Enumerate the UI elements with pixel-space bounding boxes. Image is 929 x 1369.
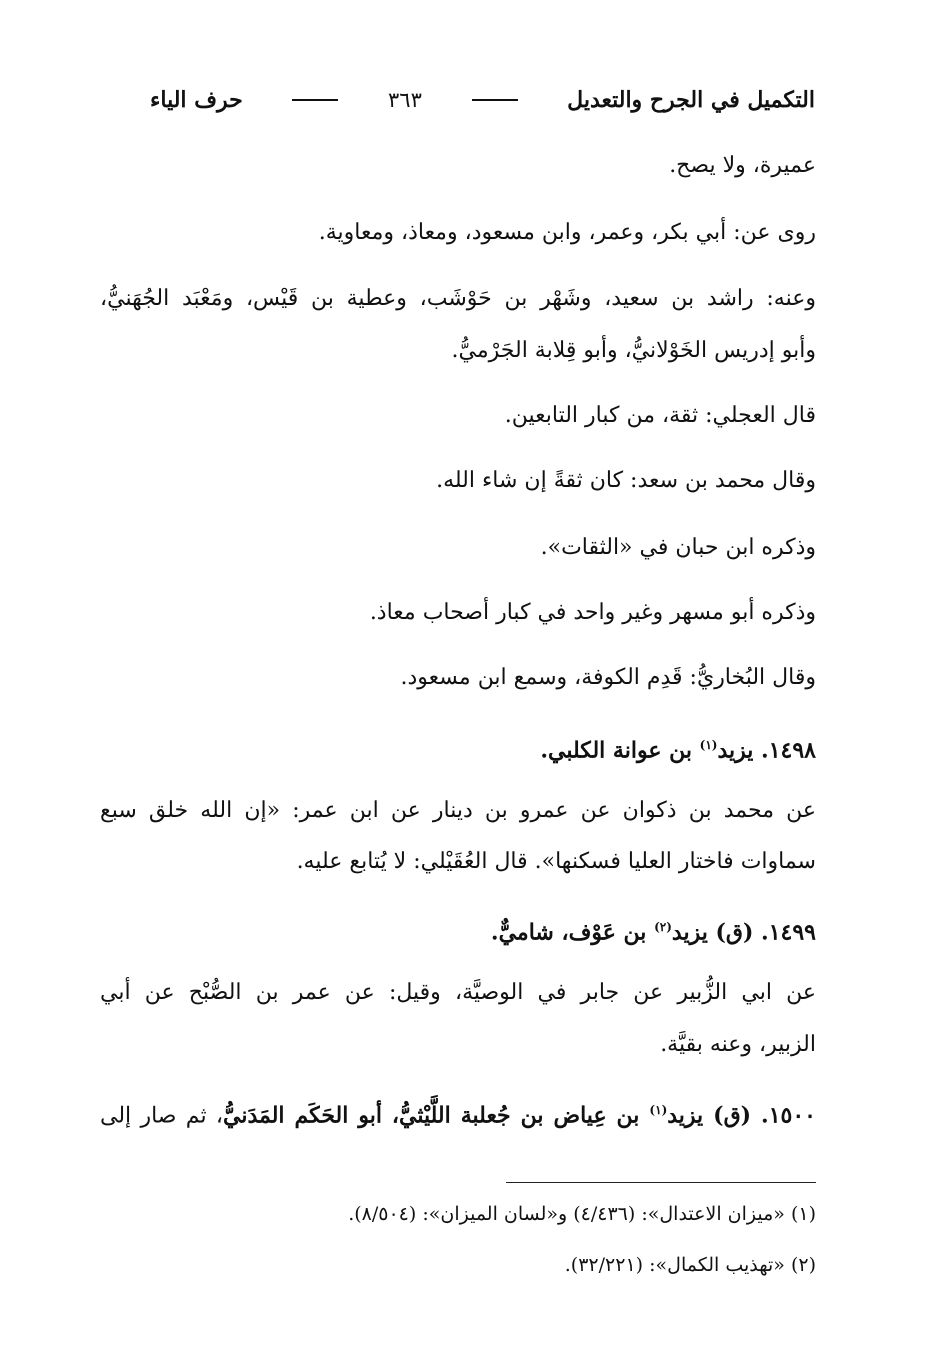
text-line: وأبو إدريس الخَوْلانيُّ، وأبو قِلابة الجَرْميُّ. [451,338,816,363]
entry-heading-1500: ١٥٠٠. (ق) يزيد$^{(١)}$ بن عِياض بن جُعلبة اللَّيْثيُّ، أبو الحَكَم المَدَنيُّ، ثم صار إلى [100,1102,816,1129]
footnote-ref: (١) [649,1103,668,1117]
text-line: وقال محمد بن سعد: كان ثقةً إن شاء الله. [436,468,816,493]
text-line: وذكره ابن حبان في «الثقات». [540,535,816,560]
footnote: (٢) «تهذيب الكمال»: (٣٢/٢٢١). [564,1254,816,1276]
running-header [150,82,815,118]
text-line: روى عن: أبي بكر، وعمر، وابن مسعود، ومعاذ، ومعاوية. [318,220,816,245]
section-title: حرف الياء [150,87,243,113]
entry-text-1499: الزبير، وعنه بقيَّة. [660,1032,816,1057]
entry-text-1499: عن ابي الزُّبير عن جابر في الوصيَّة، وقيل: عن عمر بن الصُّبْح عن أبي [100,980,816,1005]
footnote-separator [506,1182,816,1183]
text-line: عميرة، ولا يصح. [669,153,816,178]
footnote: (١) «ميزان الاعتدال»: (٤/٤٣٦) و«لسان الميزان»: (٨/٥٠٤). [348,1203,816,1225]
header-separator [292,99,338,101]
entry-text-1498: سماوات فاختار العليا فسكنها». قال العُقَيْلي: لا يُتابع عليه. [296,849,816,874]
text-line: وعنه: راشد بن سعيد، وشَهْر بن حَوْشَب، وعطية بن قَيْس، ومَعْبَد الجُهَنيُّ، [100,286,816,311]
text-line: قال العجلي: ثقة، من كبار التابعين. [504,403,816,428]
footnote-ref: (١) [699,738,718,752]
book-title: التكميل في الجرح والتعديل [567,87,815,113]
entry-text-1498: عن محمد بن ذكوان عن عمرو بن دينار عن ابن عمر: «إن الله خلق سبع [100,798,816,823]
entry-heading-1498: ١٤٩٨. يزيد$^{(١)}$ بن عوانة الكلبي. [540,737,816,764]
footnote-ref: (٢) [654,920,672,934]
text-line: وذكره أبو مسهر وغير واحد في كبار أصحاب معاذ. [369,600,816,625]
page-number: ٣٦٣ [388,88,422,112]
entry-heading-1499: ١٤٩٩. (ق) يزيد$^{(٢)}$ بن عَوْف، شاميٌّ. [490,919,816,946]
text-line: وقال البُخاريُّ: قَدِم الكوفة، وسمع ابن مسعود. [400,665,816,690]
header-separator [472,99,518,101]
